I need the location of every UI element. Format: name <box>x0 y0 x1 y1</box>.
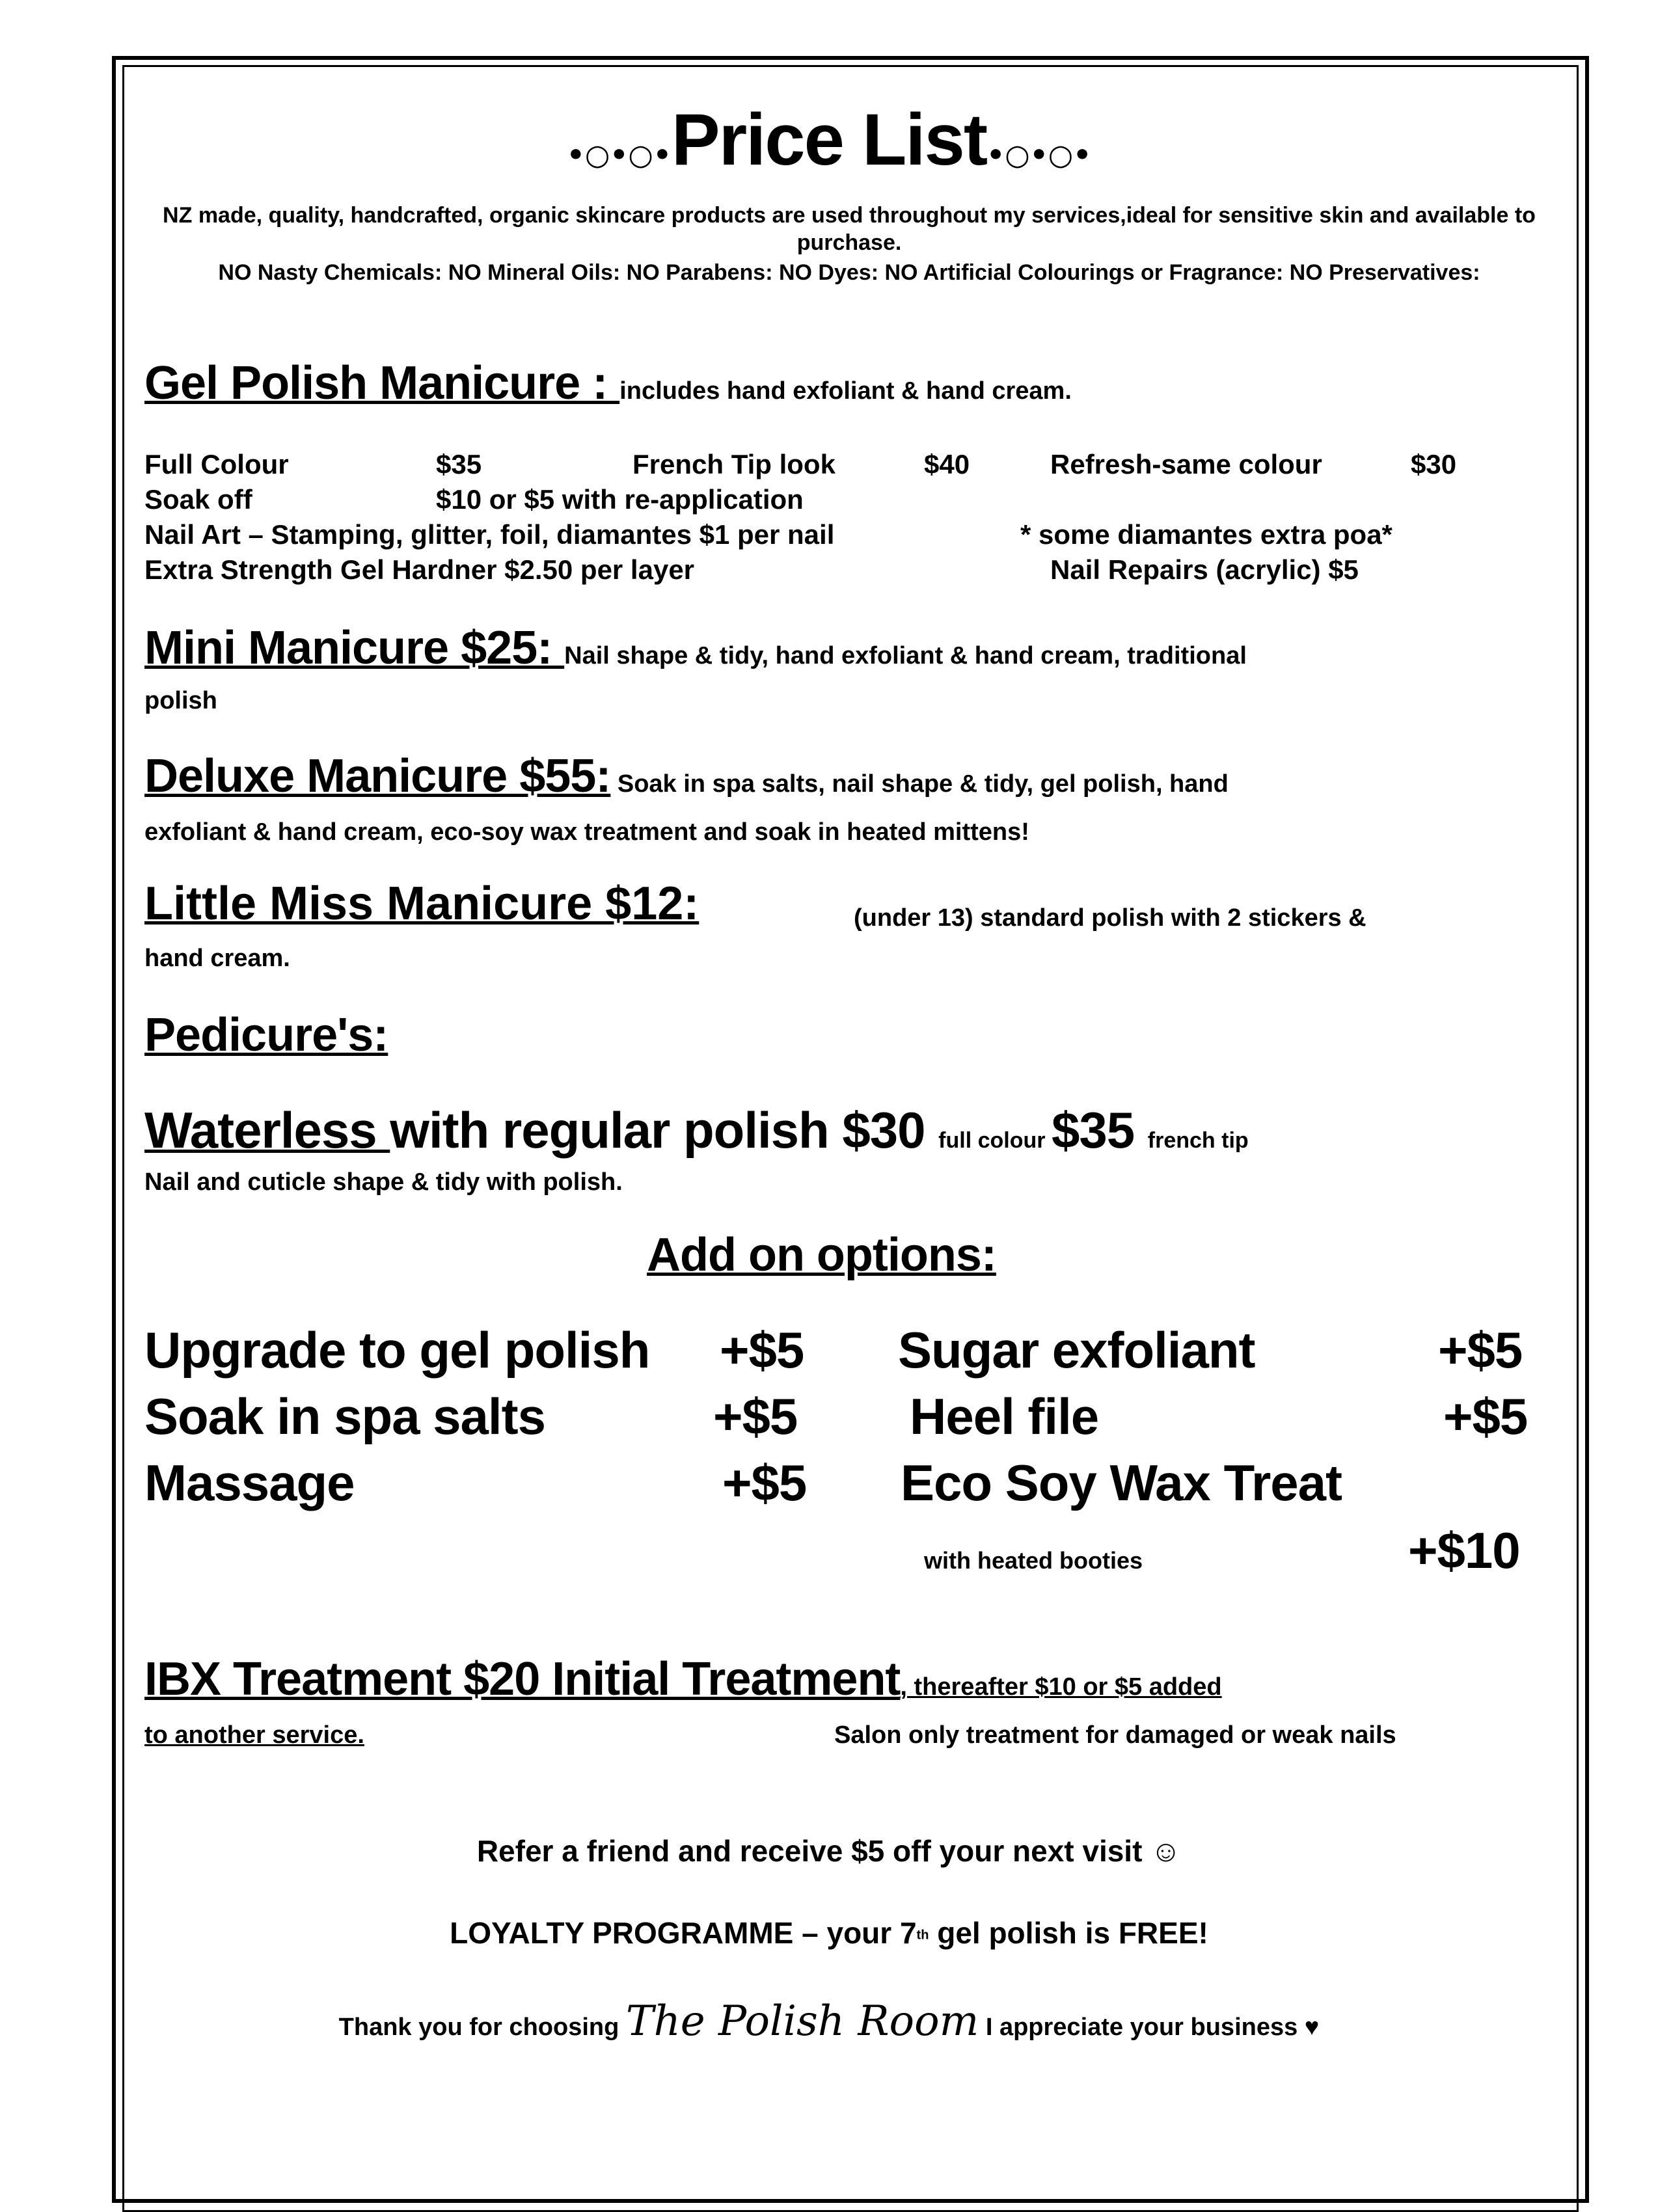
addon-right-price: +$5 <box>1438 1321 1523 1379</box>
loyalty-row <box>0 1915 1658 1950</box>
gel-french: French Tip look <box>632 449 836 479</box>
loyalty-text: LOYALTY PROGRAMME – your 7 <box>450 1916 917 1950</box>
addon-left-label: Massage <box>144 1454 355 1511</box>
pedicure-french: french tip <box>1147 1128 1249 1153</box>
pedicure-description: Nail and cuticle shape & tidy with polish. <box>144 1168 623 1196</box>
pedicure-waterless: Waterless <box>144 1101 390 1159</box>
pedicure-heading: Pedicure's: <box>144 1009 388 1061</box>
deluxe-section <box>144 749 1229 803</box>
page-title: Price List <box>671 99 987 180</box>
addon-left-label: Upgrade to gel polish <box>144 1321 650 1379</box>
ibx-line2-right: Salon only treatment for damaged or weak nails <box>834 1721 1396 1749</box>
little-description: (under 13) standard polish with 2 stickers & <box>854 904 1366 932</box>
gel-full-colour: Full Colour <box>144 449 289 479</box>
addon-right-label: Eco Soy Wax Treat <box>901 1454 1342 1511</box>
intro-products: NZ made, quality, handcrafted, organic skincare products are used throughout my services,ideal for sensitive skin and available to purchase. <box>163 203 1536 255</box>
thanks-text-end: I appreciate your business ♥ <box>979 2014 1320 2041</box>
thanks-row <box>0 1997 1658 2045</box>
gel-diamantes-note: * some diamantes extra poa* <box>1020 519 1393 550</box>
thanks-text: Thank you for choosing <box>338 2014 626 2041</box>
gel-soak-off: Soak off <box>144 484 252 515</box>
gel-section-heading <box>144 357 1072 410</box>
addon-left-price: +$5 <box>722 1454 807 1511</box>
gel-refresh-price: $30 <box>1411 449 1457 479</box>
gel-hardner: Extra Strength Gel Hardner $2.50 per layer <box>144 554 695 585</box>
mini-description-cont: polish <box>144 687 217 714</box>
gel-description: includes hand exfoliant & hand cream. <box>619 377 1072 405</box>
deluxe-description: Soak in spa salts, nail shape & tidy, gel polish, hand <box>610 770 1229 798</box>
pedicure-regular: with regular polish $30 <box>390 1101 939 1159</box>
mini-section <box>144 621 1247 675</box>
refer-friend: Refer a friend and receive $5 off your next visit ☺ <box>476 1834 1182 1868</box>
addon-right-price: +$5 <box>1443 1388 1528 1445</box>
gel-repairs: Nail Repairs (acrylic) $5 <box>1050 554 1359 585</box>
addons-heading: Add on options: <box>647 1229 996 1281</box>
addon-right-label: Sugar exfoliant <box>898 1321 1255 1379</box>
addon-left-price: +$5 <box>713 1388 798 1445</box>
gel-full-colour-price: $35 <box>436 449 482 479</box>
addon-left-price: +$5 <box>720 1321 804 1379</box>
little-heading: Little Miss Manicure $12: <box>144 878 700 930</box>
gel-nail-art: Nail Art – Stamping, glitter, foil, diamantes $1 per nail <box>144 519 835 550</box>
deluxe-heading: Deluxe Manicure $55: <box>144 750 611 802</box>
gel-french-price: $40 <box>924 449 970 479</box>
little-description-cont: hand cream. <box>144 945 290 972</box>
mini-description: Nail shape & tidy, hand exfoliant & hand cream, traditional <box>564 642 1247 669</box>
pedicure-french-price: $35 <box>1051 1101 1148 1159</box>
title-dots-left: •○•○• <box>566 139 672 172</box>
intro-no-chemicals: NO Nasty Chemicals: NO Mineral Oils: NO Parabens: NO Dyes: NO Artificial Colourings or Fragrance: NO Preservatives: <box>218 260 1480 285</box>
mini-heading: Mini Manicure $25: <box>144 622 565 674</box>
ibx-tail: , thereafter $10 or $5 added <box>900 1673 1222 1701</box>
little-section <box>144 877 699 930</box>
title-row <box>0 98 1658 182</box>
ibx-heading: IBX Treatment $20 Initial Treatment <box>144 1653 901 1705</box>
addon-right-label: Heel file <box>910 1388 1099 1445</box>
addon-booties-price: +$10 <box>1408 1522 1520 1579</box>
loyalty-sup: th <box>916 1928 929 1943</box>
ibx-section <box>144 1652 1222 1706</box>
pedicure-waterless-row <box>144 1101 1249 1160</box>
gel-heading: Gel Polish Manicure : <box>144 357 620 409</box>
loyalty-text-end: gel polish is FREE! <box>929 1916 1208 1950</box>
ibx-line2-left: to another service. <box>144 1721 364 1749</box>
addon-booties: with heated booties <box>924 1547 1143 1574</box>
brand-name: The Polish Room <box>625 1997 979 2045</box>
gel-refresh: Refresh-same colour <box>1050 449 1322 479</box>
addon-left-label: Soak in spa salts <box>144 1388 545 1445</box>
title-dots-right: •○•○• <box>986 139 1092 172</box>
gel-soak-off-price: $10 or $5 with re-application <box>436 484 804 515</box>
pedicure-full-colour: full colour <box>938 1128 1052 1153</box>
deluxe-description-cont: exfoliant & hand cream, eco-soy wax treatment and soak in heated mittens! <box>144 818 1029 846</box>
